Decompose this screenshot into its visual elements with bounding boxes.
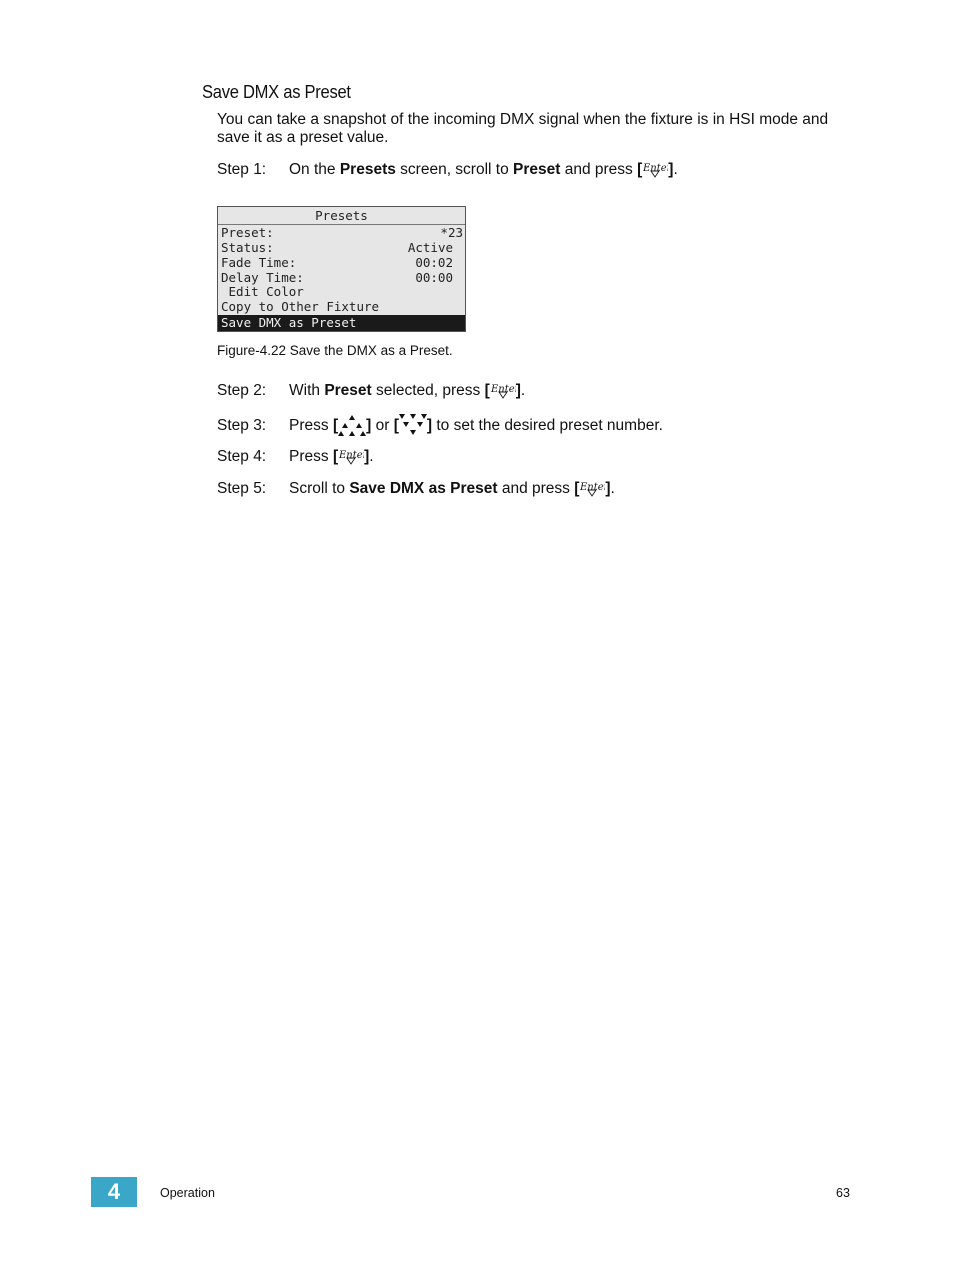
up-arrows-key-icon (338, 414, 366, 436)
step-label: Step 1: (217, 161, 267, 178)
lcd-title: Presets (315, 208, 368, 223)
step-3: Step 3: Press [ ] or [ ] to set the desired preset number. (217, 414, 663, 436)
intro-paragraph: You can take a snapshot of the incoming DMX signal when the fixture is in HSI mode and save it as a preset value. (217, 111, 829, 146)
svg-text:Enter: Ente (490, 384, 515, 395)
lcd-row-fade-time: Fade Time: 00:02 (221, 255, 453, 270)
lcd-row-preset: Preset: *23 (221, 225, 463, 240)
step-5: Step 5: Scroll to Save DMX as Preset and press [ Ente ]. (217, 480, 615, 497)
step-label: Step 3: (217, 417, 267, 434)
step-label: Step 2: (217, 382, 267, 399)
page-number: 63 (836, 1186, 850, 1200)
enter-key-icon (490, 381, 516, 399)
lcd-row-save-dmx-selected: Save DMX as Preset (218, 315, 465, 331)
step-label: Step 4: (217, 448, 267, 465)
svg-text:Enter: Ente (580, 482, 605, 493)
enter-key-icon (579, 479, 605, 497)
step-label: Step 5: (217, 480, 267, 497)
lcd-presets-screen (217, 206, 466, 332)
figure-caption: Figure-4.22 Save the DMX as a Preset. (217, 343, 453, 358)
lcd-row-edit-color: Edit Color (221, 284, 304, 299)
down-arrows-key-icon (399, 414, 427, 436)
step-1: Step 1: On the Presets screen, scroll to Preset and press [ Ente ]. (217, 161, 678, 178)
step-4: Step 4: Press [ Ente ]. (217, 448, 374, 465)
lcd-row-status: Status: Active (221, 240, 453, 255)
chapter-tab: 4 (91, 1177, 137, 1207)
section-heading: Save DMX as Preset (202, 82, 351, 102)
footer-section-name: Operation (160, 1186, 215, 1200)
enter-key-icon (338, 447, 364, 465)
lcd-row-delay-time: Delay Time: 00:00 (221, 270, 453, 285)
step-2: Step 2: With Preset selected, press [ Ente ]. (217, 382, 526, 399)
enter-key-icon (642, 160, 668, 178)
svg-text:Enter: Ente (339, 450, 363, 461)
svg-text:Enter: Ente (643, 163, 667, 174)
lcd-row-copy-fixture: Copy to Other Fixture (221, 299, 380, 314)
